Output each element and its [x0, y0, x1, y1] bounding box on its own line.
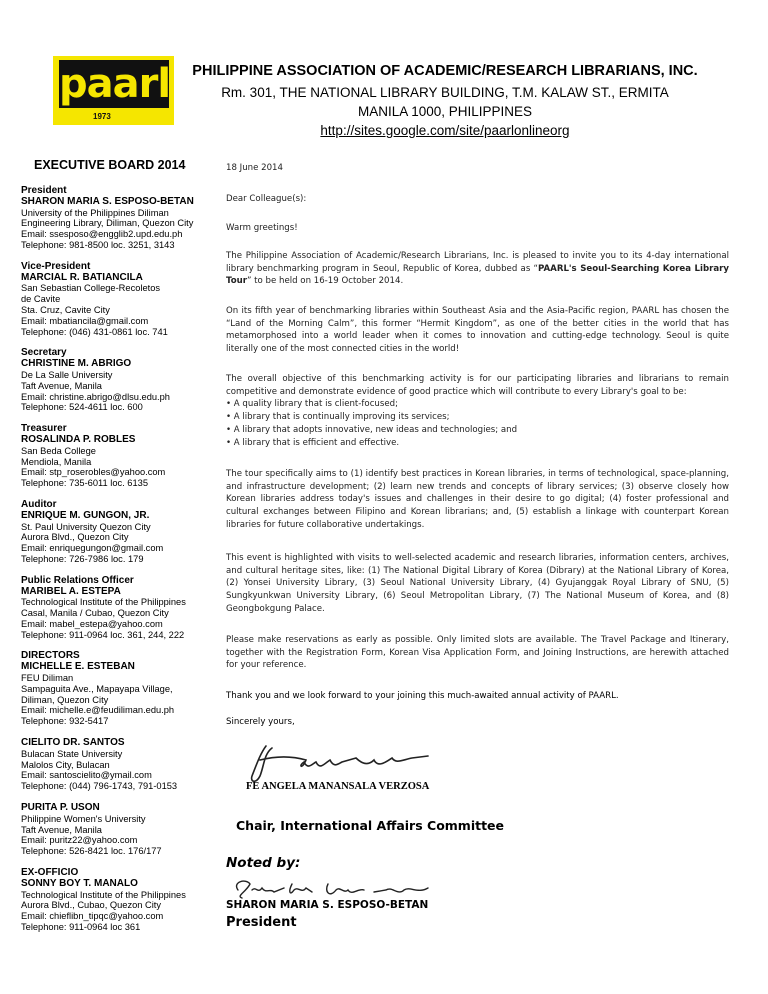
signer-2-title: President — [226, 915, 297, 930]
letter-date: 18 June 2014 — [226, 163, 283, 173]
paarl-logo — [53, 56, 174, 125]
member-detail: Email: chieflibn_tipqc@yahoo.com — [21, 911, 164, 922]
board-member — [21, 186, 221, 251]
member-role: Secretary — [21, 347, 67, 359]
member-detail: Email: ssesposo@engglib2.upd.edu.ph — [21, 229, 183, 240]
member-detail: San Beda College — [21, 445, 96, 456]
website-link[interactable]: http://sites.google.com/site/paarlonlineorg — [320, 123, 570, 138]
member-detail: Telephone: 726-7986 loc. 179 — [21, 553, 144, 564]
member-detail: Casal, Manila / Cubao, Quezon City — [21, 608, 169, 619]
member-detail: Diliman, Quezon City — [21, 694, 109, 705]
member-detail: Taft Avenue, Manila — [21, 380, 102, 391]
member-detail: Telephone: 735-6011 loc. 6135 — [21, 478, 148, 489]
member-name: MICHELLE E. ESTEBAN — [21, 661, 135, 673]
member-role: EX-OFFICIO — [21, 867, 79, 879]
member-detail: Technological Institute of the Philippines — [21, 597, 186, 608]
board-member — [21, 424, 221, 489]
board-member — [21, 868, 221, 933]
board-member — [21, 576, 221, 641]
member-detail: Email: christine.abrigo@dlsu.edu.ph — [21, 391, 170, 402]
member-name: PURITA P. USON — [21, 802, 100, 814]
member-detail: St. Paul University Quezon City — [21, 521, 151, 532]
member-detail: University of the Philippines Diliman — [21, 207, 169, 218]
objective-intro: The overall objective of this benchmarking activity is for our participating libraries and librarians to remain competitive and demonstrate evidence of good practice which will contribute to every Library's goal to be: — [226, 374, 729, 397]
member-name: CIELITO DR. SANTOS — [21, 737, 125, 749]
member-role: Treasurer — [21, 423, 67, 435]
letter-paragraph-6: Please make reservations as early as possible. Only limited slots are available. The Travel Package and Itinerary, together with the Registration Form, Korean Visa Application Form, and Joining Instructions, are herewith attached for your reference. — [226, 635, 729, 671]
member-detail: Bulacan State University — [21, 748, 123, 759]
letter-paragraph-4: The tour specifically aims to (1) identify best practices in Korean libraries, in terms of technological, space-planning, and infrastructure development; (2) learn new trends and concepts of library services; (3) observe closely how Korean libraries address today's issues and challenges in their desire to go digital; (4) foster professional and cultural exchanges between Filipino and Korean librarians; and, (5) establish a linkage with counterpart Korean libraries for future collaborative undertakings. — [226, 469, 729, 530]
member-role: Vice-President — [21, 260, 91, 272]
executive-board-sidebar — [21, 158, 221, 944]
member-detail: Email: mabel_estepa@yahoo.com — [21, 618, 163, 629]
member-detail: Taft Avenue, Manila — [21, 824, 102, 835]
member-detail: Aurora Blvd., Cubao, Quezon City — [21, 900, 162, 911]
executive-board-title: EXECUTIVE BOARD 2014 — [34, 158, 186, 172]
organization-title: PHILIPPINE ASSOCIATION OF ACADEMIC/RESEARCH LIBRARIANS, INC. — [192, 63, 698, 79]
member-detail: De La Salle University — [21, 369, 113, 380]
board-member — [21, 500, 221, 565]
noted-by-label: Noted by: — [226, 855, 301, 871]
objective-item: • A quality library that is client-focused; — [226, 399, 398, 410]
member-name: SONNY BOY T. MANALO — [21, 877, 138, 889]
member-detail: Telephone: 526-8421 loc. 176/177 — [21, 846, 162, 857]
member-detail: Mendiola, Manila — [21, 456, 92, 467]
board-member — [21, 651, 221, 727]
member-list — [21, 186, 221, 933]
board-member — [21, 348, 221, 413]
logo-wordmark: paarl — [59, 61, 171, 107]
tour-name: PAARL's Seoul-Searching Korea Library Tour — [226, 263, 729, 287]
member-detail: Telephone: (046) 431-0861 loc. 741 — [21, 326, 168, 337]
member-detail: Philippine Women's University — [21, 813, 146, 824]
board-member — [21, 262, 221, 338]
member-role: DIRECTORS — [21, 650, 80, 662]
objective-list — [226, 398, 729, 449]
member-name: ENRIQUE M. GUNGON, JR. — [21, 509, 150, 521]
signer-1-name: FE ANGELA MANANSALA VERZOSA — [246, 781, 430, 792]
member-detail: Telephone: 981-8500 loc. 3251, 3143 — [21, 239, 175, 250]
objective-item: • A library that is continually improving its services; — [226, 412, 450, 423]
member-detail: Telephone: 911-0964 loc 361 — [21, 922, 141, 933]
member-role: Public Relations Officer — [21, 574, 134, 586]
address-line-2: MANILA 1000, PHILIPPINES — [357, 104, 533, 119]
letter-paragraph-5: This event is highlighted with visits to well-selected academic and research libraries, information centers, archives, and cultural heritage sites, like: (1) The National Digital Library of Korea (Dibrary) at the National Library of Korea, (2) Yonsei University Library, (3) Seoul National University Library, (4) Gyujanggak Royal Library of SNU, (5) Sungkyunkwan University Library, (6) Seoul Metropolitan Library, (7) The National Museum of Korea, and (8) Geongbokgung Palace. — [226, 553, 729, 614]
member-role: President — [21, 185, 67, 196]
member-name: ROSALINDA P. ROBLES — [21, 433, 136, 445]
member-detail: Telephone: 911-0964 loc. 361, 244, 222 — [21, 629, 185, 640]
objective-item: • A library that is efficient and effective. — [226, 437, 400, 448]
p1-text-before: The Philippine Association of Academic/Research Librarians, Inc. is pleased to invite you to its 4-day international library benchmarking program in Seoul, Republic of Korea, dubbed as “ — [226, 251, 729, 274]
member-detail: Telephone: 932-5417 — [21, 716, 109, 727]
member-detail: Sampaguita Ave., Mapayapa Village, — [21, 683, 173, 694]
logo-year: 1973 — [93, 112, 111, 121]
member-detail: Sta. Cruz, Cavite City — [21, 304, 110, 315]
address-line-1: Rm. 301, THE NATIONAL LIBRARY BUILDING, T.M. KALAW ST., ERMITA — [221, 85, 669, 100]
member-detail: Engineering Library, Diliman, Quezon City — [21, 218, 194, 229]
member-detail: Email: mbatiancila@gmail.com — [21, 315, 149, 326]
member-detail: San Sebastian College-Recoletos — [21, 283, 161, 294]
member-detail: de Cavite — [21, 294, 61, 305]
member-detail: Technological Institute of the Philippines — [21, 889, 186, 900]
member-detail: Aurora Blvd., Quezon City — [21, 532, 129, 543]
member-name: MARCIAL R. BATIANCILA — [21, 271, 143, 283]
objective-item: • A library that adopts innovative, new ideas and technologies; and — [226, 424, 518, 435]
member-detail: Email: michelle.e@feudiliman.edu.ph — [21, 705, 175, 716]
p1-text-after: ” to be held on 16-19 October 2014. — [246, 276, 404, 287]
member-detail: Email: santoscielito@ymail.com — [21, 770, 152, 781]
board-member — [21, 738, 221, 792]
member-name: MARIBEL A. ESTEPA — [21, 585, 121, 597]
signer-1-title: Chair, International Affairs Committee — [236, 818, 505, 833]
member-detail: Malolos City, Bulacan — [21, 759, 110, 770]
letter-paragraph-3 — [226, 373, 729, 449]
member-detail: Telephone: 524-4611 loc. 600 — [21, 402, 143, 413]
member-detail: FEU Diliman — [21, 673, 74, 684]
letter-salutation: Dear Colleague(s): — [226, 194, 307, 204]
letter-paragraph-2: On its fifth year of benchmarking libraries within Southeast Asia and the Asia-Pacific region, PAARL has chosen the “Land of the Morning Calm”, this former “Hermit Kingdom”, as one of the better cities in the world that has metamorphosed into a world leader when it comes to innovation and cutting-edge technology. Seoul is quite literally one of the most connected cities in the world! — [226, 306, 729, 355]
board-member — [21, 803, 221, 857]
member-name: CHRISTINE M. ABRIGO — [21, 358, 132, 370]
letter-closing: Sincerely yours, — [226, 717, 295, 727]
member-detail: Telephone: (044) 796-1743, 791-0153 — [21, 781, 178, 792]
member-role: Auditor — [21, 498, 57, 510]
member-name: SHARON MARIA S. ESPOSO-BETAN — [21, 195, 194, 207]
letter-greeting: Warm greetings! — [226, 223, 298, 233]
letter-paragraph-7: Thank you and we look forward to your joining this much-awaited annual activity of PAARL. — [226, 691, 619, 701]
member-detail: Email: enriquegungon@gmail.com — [21, 543, 164, 554]
signer-2-name: SHARON MARIA S. ESPOSO-BETAN — [226, 899, 429, 911]
member-detail: Email: stp_roserobles@yahoo.com — [21, 467, 166, 478]
letter-paragraph-1 — [226, 250, 729, 288]
member-detail: Email: puritz22@yahoo.com — [21, 835, 138, 846]
